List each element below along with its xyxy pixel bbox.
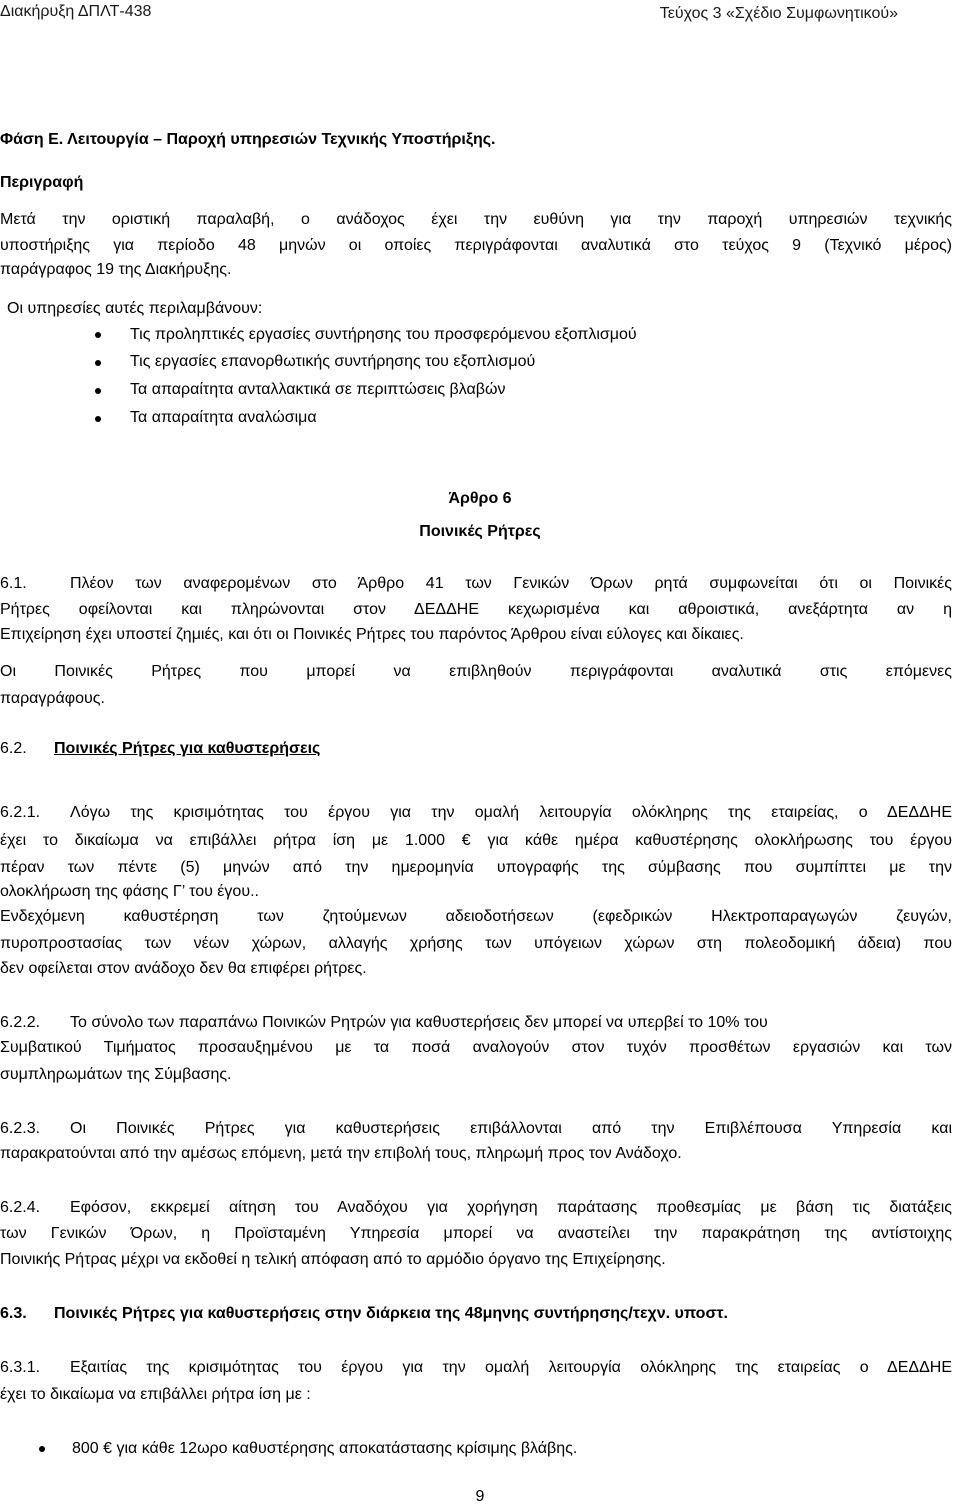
paragraph-line: Ρήτρες οφείλονται και πληρώνονται στον ΔΕΔΔΗΕ κεχωρισμένα και αθροιστικά, ανεξάρτητα αν η <box>0 601 952 618</box>
description-line: παράγραφος 19 της Διακήρυξης. <box>0 261 232 278</box>
paragraph-line: παραγράφους. <box>0 690 105 707</box>
bullet-icon <box>95 332 101 338</box>
list-item: Τα απαραίτητα αναλώσιμα <box>130 409 317 426</box>
description-line: υποστήριξης για περίοδο 48 μηνών οι οποίες περιγράφονται αναλυτικά στο τεύχος 9 (Τεχνικό μέρος) <box>0 237 952 254</box>
bullet-icon <box>95 360 101 366</box>
description-line: Μετά την οριστική παραλαβή, ο ανάδοχος έχει την ευθύνη για την παροχή υπηρεσιών τεχνικής <box>0 211 952 228</box>
paragraph-line: συμπληρωμάτων της Σύμβασης. <box>0 1066 232 1083</box>
page-number: 9 <box>475 1488 485 1505</box>
header-right: Τεύχος 3 «Σχέδιο Συμφωνητικού» <box>659 5 898 22</box>
paragraph-line: Οι Ποινικές Ρήτρες που μπορεί να επιβληθούν περιγράφονται αναλυτικά στις επόμενες <box>0 663 952 680</box>
list-item: Τις προληπτικές εργασίες συντήρησης του προσφερόμενου εξοπλισμού <box>130 326 637 343</box>
article-title: Ποινικές Ρήτρες <box>419 523 541 540</box>
phase-title: Φάση Ε. Λειτουργία – Παροχή υπηρεσιών Τεχνικής Υποστήριξης. <box>0 131 496 148</box>
paragraph-line: πυροπροστασίας των νέων χώρων, αλλαγής χρήσης των υπόγειων χώρων στη πολεοδομική άδεια) που <box>0 935 952 952</box>
paragraph-line: Επιχείρηση έχει υποστεί ζημιές, και ότι οι Ποινικές Ρήτρες του παρόντος Άρθρου είναι εύλογες και δίκαιες. <box>0 626 744 643</box>
paragraph-number: 6.2.3. <box>0 1120 41 1137</box>
paragraph-line: πέραν των πέντε (5) μηνών από την ημερομηνία υπογραφής της σύμβασης που συμπίπτει με την <box>0 859 952 876</box>
list-item: 800 € για κάθε 12ωρο καθυστέρησης αποκατάστασης κρίσιμης βλάβης. <box>72 1440 578 1457</box>
paragraph-line: Εξαιτίας της κρισιμότητας του έργου για την ομαλή λειτουργία ολόκληρης της εταιρείας ο ΔΕΔΔΗΕ <box>70 1359 952 1376</box>
paragraph-line: Συμβατικού Τιμήματος προσαυξημένου με τα ποσά αναλογούν στον τυχόν προσθέτων εργασιών και των <box>0 1039 952 1056</box>
paragraph-line: Εφόσον, εκκρεμεί αίτηση του Αναδόχου για χορήγηση παράτασης προθεσμίας με βάση τις διατάξεις <box>70 1199 952 1216</box>
list-item: Τα απαραίτητα ανταλλακτικά σε περιπτώσεις βλαβών <box>130 381 506 398</box>
bullet-icon <box>39 1446 45 1452</box>
paragraph-line: δεν οφείλεται στον ανάδοχο δεν θα επιφέρει ρήτρες. <box>0 960 367 977</box>
section-number: 6.3. <box>0 1305 27 1322</box>
paragraph-line: ολοκλήρωση της φάσης Γ’ του έγου.. <box>0 883 259 900</box>
paragraph-number: 6.3.1. <box>0 1359 41 1376</box>
paragraph-number: 6.1. <box>0 575 27 592</box>
paragraph-number: 6.2.2. <box>0 1014 41 1031</box>
paragraph-line: έχει το δικαίωμα να επιβάλλει ρήτρα ίση με 1.000 € για κάθε ημέρα καθυστέρησης ολοκλήρωσης του έργου <box>0 832 952 849</box>
section-title: Ποινικές Ρήτρες για καθυστερήσεις <box>54 740 321 757</box>
description-heading: Περιγραφή <box>0 174 84 191</box>
paragraph-number: 6.2.4. <box>0 1199 41 1216</box>
paragraph-line: Λόγω της κρισιμότητας του έργου για την ομαλή λειτουργία ολόκληρης της εταιρείας, ο ΔΕΔΔΗΕ <box>70 804 952 821</box>
header-left: Διακήρυξη ΔΠΛΤ-438 <box>0 3 152 20</box>
paragraph-line: Πλέον των αναφερομένων στο Άρθρο 41 των Γενικών Όρων ρητά συμφωνείται ότι οι Ποινικές <box>70 575 952 592</box>
page-header <box>0 3 960 29</box>
paragraph-line: Ποινικής Ρήτρας μέχρι να εκδοθεί η τελική απόφαση από το αρμόδιο όργανο της Επιχείρησης. <box>0 1251 666 1268</box>
services-intro: Οι υπηρεσίες αυτές περιλαμβάνουν: <box>7 300 263 317</box>
article-number: Άρθρο 6 <box>448 490 512 507</box>
paragraph-line: Οι Ποινικές Ρήτρες για καθυστερήσεις επιβάλλονται από την Επιβλέπουσα Υπηρεσία και <box>70 1120 952 1137</box>
paragraph-line: έχει το δικαίωμα να επιβάλλει ρήτρα ίση με : <box>0 1386 311 1403</box>
paragraph-number: 6.2.1. <box>0 804 41 821</box>
paragraph-line: Το σύνολο των παραπάνω Ποινικών Ρητρών για καθυστερήσεις δεν μπορεί να υπερβεί το 10% του <box>70 1014 768 1031</box>
bullet-icon <box>95 416 101 422</box>
paragraph-line: Ενδεχόμενη καθυστέρηση των ζητούμενων αδειοδοτήσεων (εφεδρικών Ηλεκτροπαραγωγών ζευγών, <box>0 908 952 925</box>
paragraph-line: των Γενικών Όρων, η Προϊσταμένη Υπηρεσία μπορεί να αναστείλει την παρακράτηση της αντίστοιχης <box>0 1225 952 1242</box>
paragraph-line: παρακρατούνται από την αμέσως επόμενη, μετά την επιβολή τους, πληρωμή προς τον Ανάδοχο. <box>0 1145 682 1162</box>
bullet-icon <box>95 388 101 394</box>
section-title: Ποινικές Ρήτρες για καθυστερήσεις στην διάρκεια της 48μηνης συντήρησης/τεχν. υποστ. <box>54 1305 728 1322</box>
section-number: 6.2. <box>0 740 27 757</box>
list-item: Τις εργασίες επανορθωτικής συντήρησης του εξοπλισμού <box>130 353 536 370</box>
